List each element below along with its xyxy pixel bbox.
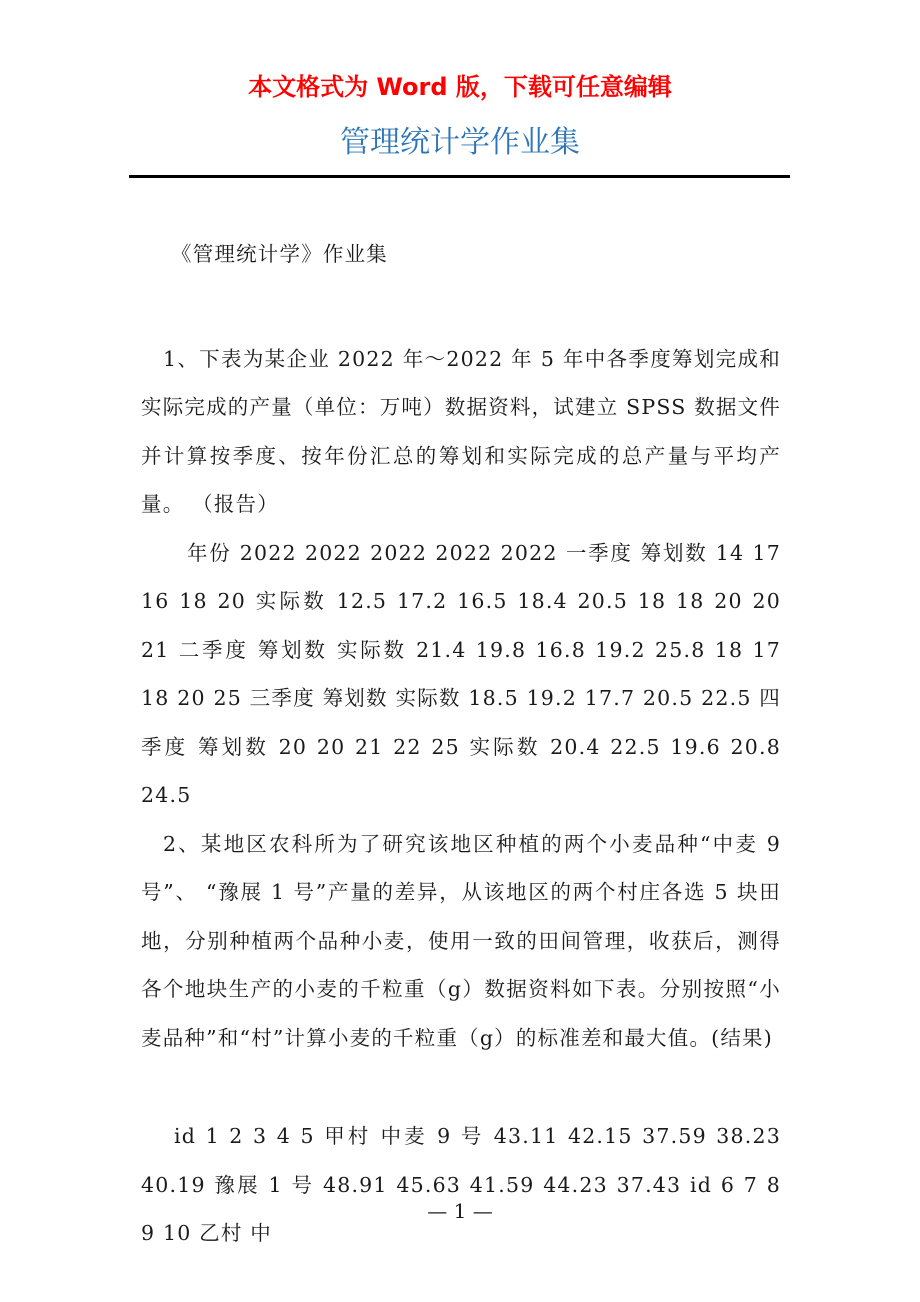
- page-number: — 1 —: [427, 1199, 493, 1223]
- question-2-data: id 1 2 3 4 5 甲村 中麦 9 号 43.11 42.15 37.59 38.23 40.19 豫展 1 号 48.91 45.63 41.59 44.23 37.43 id 6 7 8 9 10 乙村 中: [141, 1124, 781, 1245]
- document-body: [141, 230, 781, 1258]
- question-1-data: 年份 2022 2022 2022 2022 2022 一季度 筹划数 14 17 16 18 20 实际数 12.5 17.2 16.5 18.4 20.5 18 18 20 20 21 二季度 筹划数 实际数 21.4 19.8 16.8 19.2 25.8 18 17 18 20 25 三季度 筹划数 实际数 18.5 19.2 17.7 20.5 22.5 四季度 筹划数 20 20 21 22 25 实际数 20.4 22.5 19.6 20.8 24.5: [141, 540, 781, 807]
- banner-text: 本文格式为 Word 版，下载可任意编辑: [248, 73, 672, 101]
- document-title: 管理统计学作业集: [340, 125, 580, 160]
- question-2-text: 2、某地区农科所为了研究该地区种植的两个小麦品种“中麦 9 号”、 “豫展 1 号”产量的差异，从该地区的两个村庄各选 5 块田地，分别种植两个品种小麦，使用一致的田间管理，收获后，测得各个地块生产的小麦的千粒重（g）数据资料如下表。分别按照“小麦品种”和“村”计算小麦的千粒重（g）的标准差和最大值。(结果): [141, 831, 781, 1050]
- spacer: [141, 279, 781, 335]
- spacer: [141, 1062, 781, 1112]
- question-1-text: 1、下表为某企业 2022 年～2022 年 5 年中各季度筹划完成和实际完成的产量（单位：万吨）数据资料，试建立 SPSS 数据文件并计算按季度、按年份汇总的筹划和实际完成的总产量与平均产量。 （报告）: [141, 346, 781, 516]
- header-rule: [129, 175, 790, 178]
- document-subtitle: 《管理统计学》作业集: [171, 242, 388, 266]
